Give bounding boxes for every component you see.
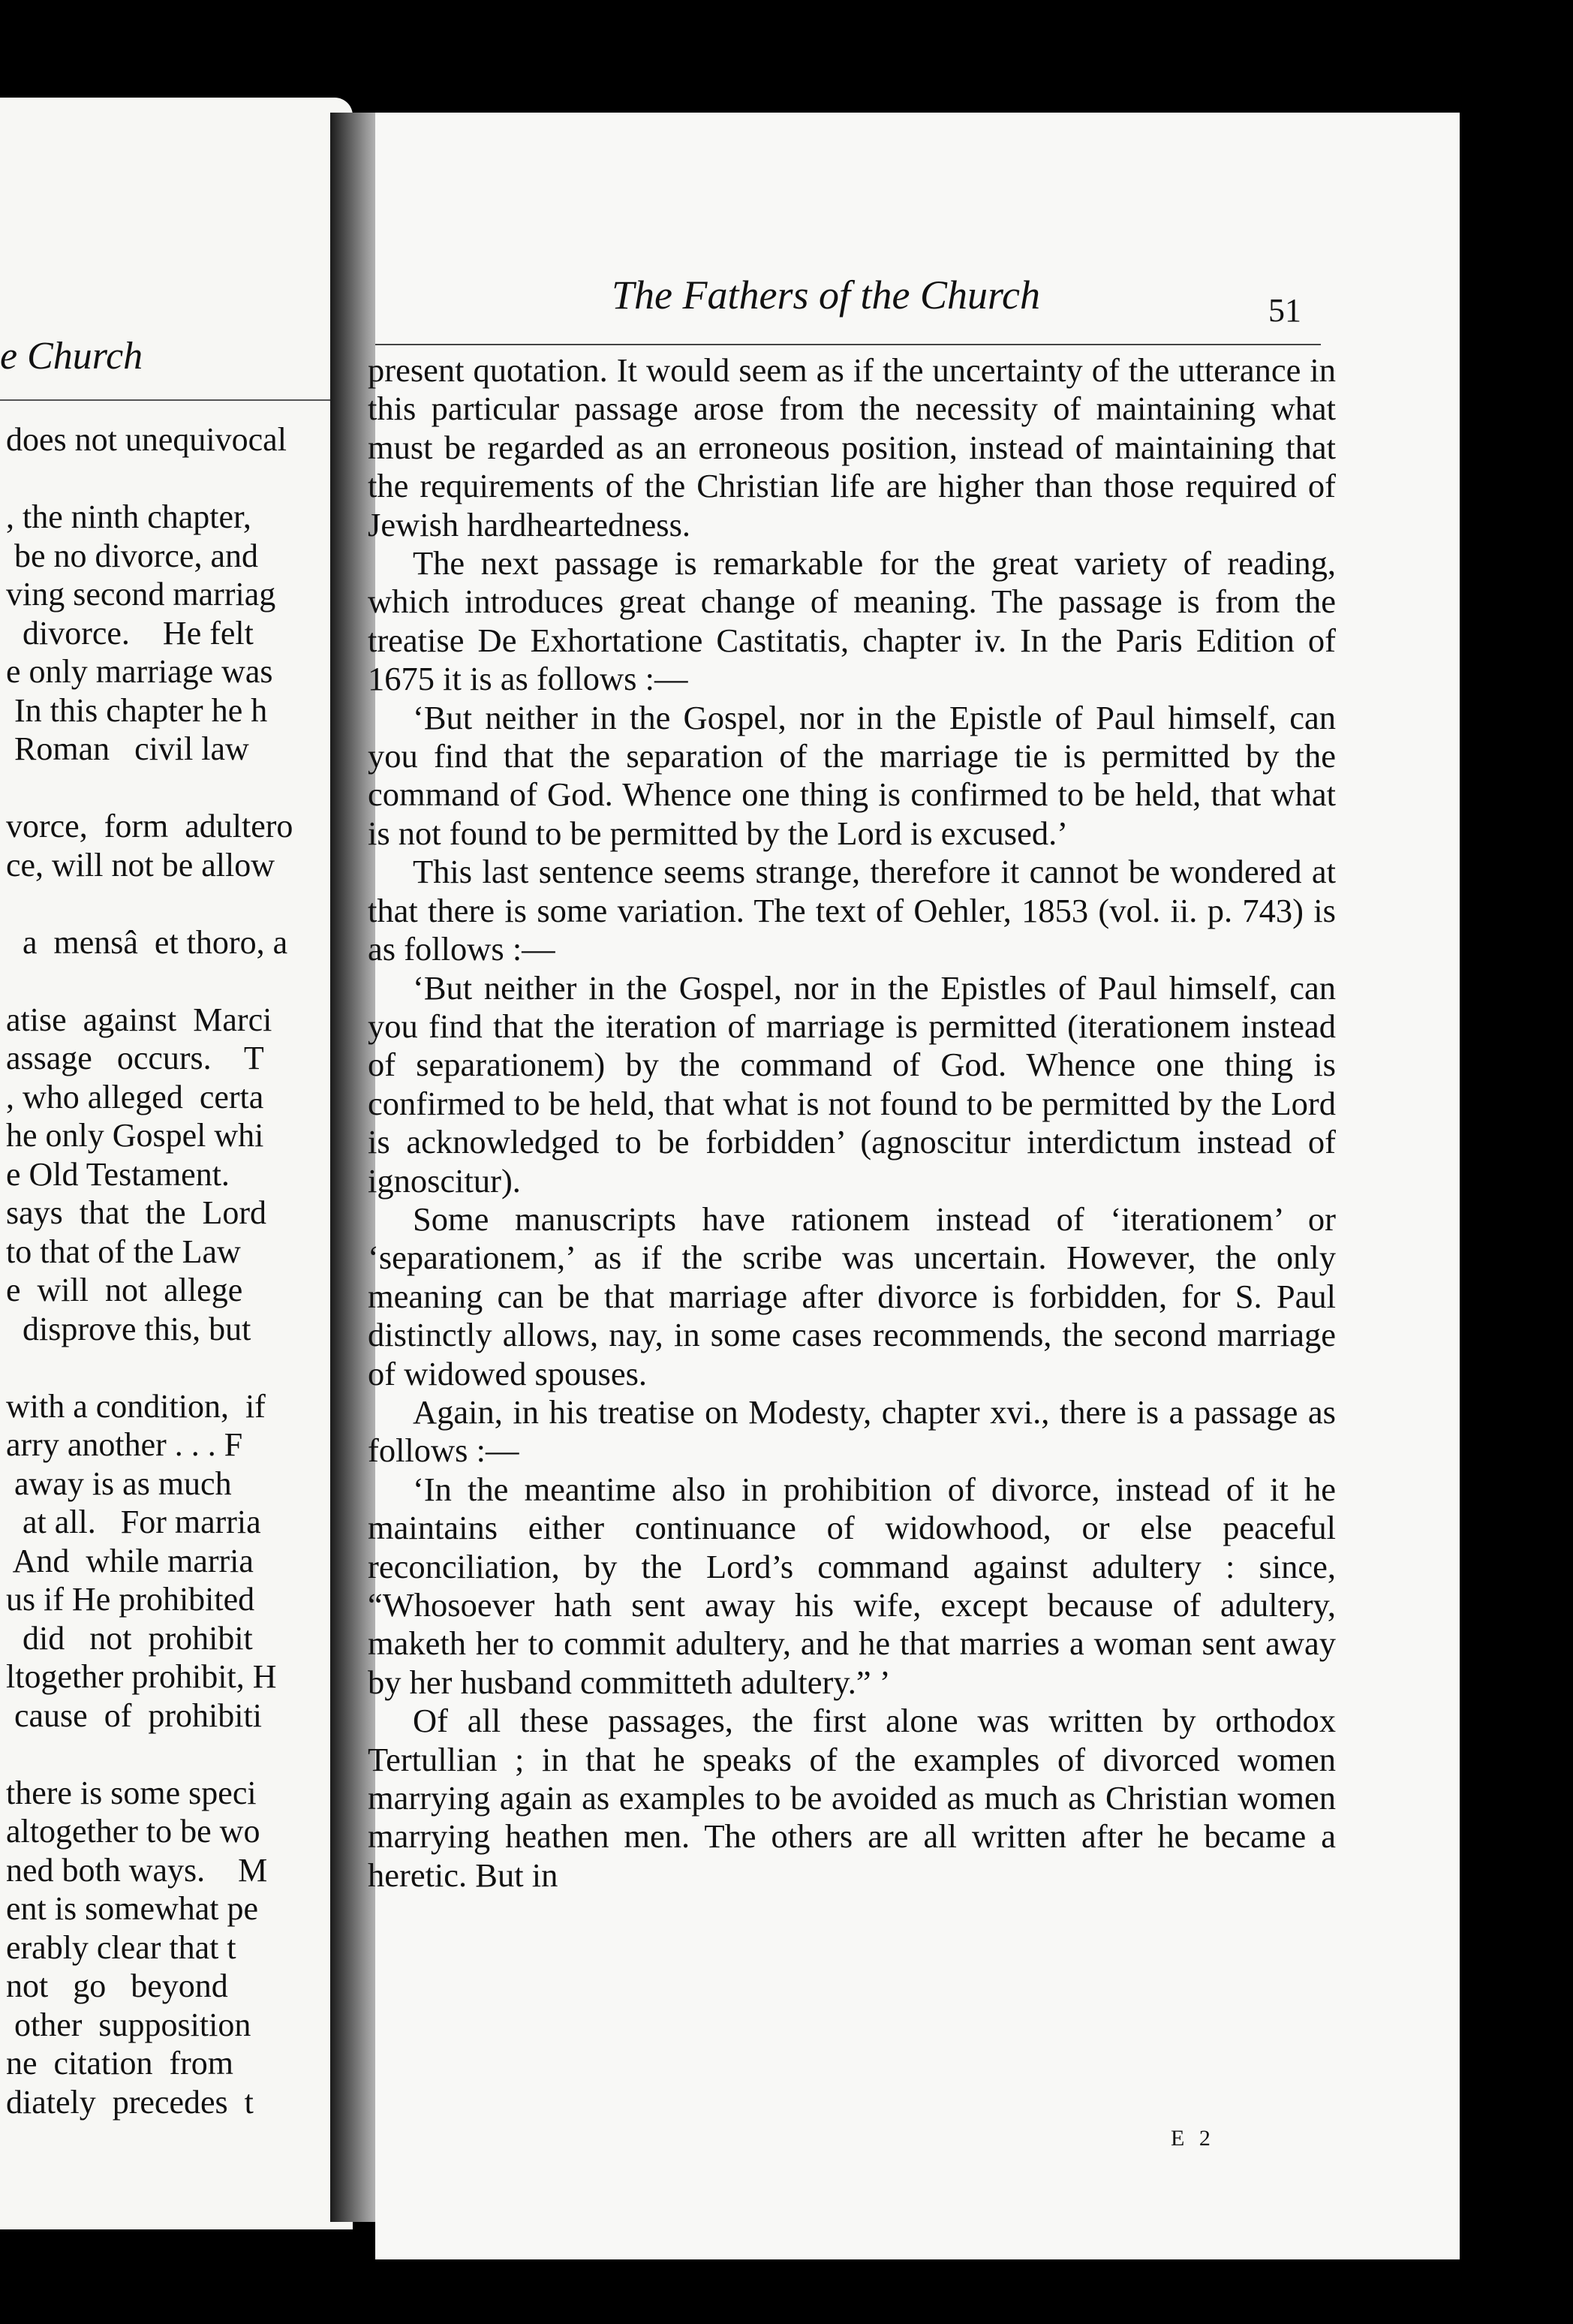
left-page-line: altogether to be wo xyxy=(6,1813,260,1850)
left-page-line: , who alleged certa xyxy=(6,1078,264,1115)
left-page-line: says that the Lord xyxy=(6,1194,267,1231)
left-page-line: be no divorce, and xyxy=(6,537,258,574)
left-page-line: ent is somewhat pe xyxy=(6,1890,259,1927)
header-rule xyxy=(375,344,1321,345)
left-page-line xyxy=(6,459,353,498)
paragraph: Again, in his treatise on Modesty, chapter xvi., there is a passage as follows :— xyxy=(368,1392,1336,1470)
left-page-line: e will not allege xyxy=(6,1272,243,1308)
left-page-line: disprove this, but xyxy=(6,1310,251,1347)
left-page-line xyxy=(6,884,353,923)
left-page-line: he only Gospel whi xyxy=(6,1117,264,1154)
left-page-line: with a condition, if xyxy=(6,1387,266,1425)
left-page-line: e Old Testament. xyxy=(6,1155,230,1193)
left-page-line: divorce. He felt xyxy=(6,614,254,652)
left-page-line: vorce, form adultero xyxy=(6,808,293,844)
page-number: 51 xyxy=(1268,292,1301,329)
left-page-line xyxy=(6,962,353,1001)
left-page-line: ving second marriag xyxy=(6,576,276,613)
left-page-line: not go beyond xyxy=(6,1967,228,2004)
left-page-line: arry another . . . F xyxy=(6,1426,243,1463)
left-page-line: to that of the Law xyxy=(6,1233,241,1270)
paragraph: This last sentence seems strange, therefore it cannot be wondered at that there is some variation. The text of Oehler, 1853 (vol. ii. p. 743) is as follows :— xyxy=(368,853,1336,968)
paragraph: ‘In the meantime also in prohibition of divorce, instead of it he maintains either continuance of widowhood, or else peaceful reconciliation, by the Lord’s command against adultery : since, “Whosoever hath sent away his wife, except because of adultery, maketh her to commit adultery, and he that marries a woman sent away by her husband committeth adultery.” ’ xyxy=(368,1470,1336,1701)
paragraph: Some manuscripts have rationem instead of ‘iterationem’ or ‘separationem,’ as if the scribe was uncertain. However, the only meaning can be that marriage after divorce is forbidden, for S. Paul distinctly allows, nay, in some cases recommends, the second marriage of widowed spouses. xyxy=(368,1200,1336,1392)
paragraph: present quotation. It would seem as if the uncertainty of the utterance in this particular passage arose from the necessity of maintaining what must be regarded as an erroneous position, instead of maintaining that the requirements of the Christian life are higher than those required of Jewish hardheartedness. xyxy=(368,351,1336,543)
left-running-title: e Church xyxy=(0,335,143,378)
left-page-line: assage occurs. T xyxy=(6,1040,264,1076)
left-page-line: atise against Marci xyxy=(6,1001,272,1038)
left-page-line: ne citation from xyxy=(6,2045,234,2082)
left-page-text xyxy=(6,420,353,2121)
left-page-line: In this chapter he h xyxy=(6,691,268,729)
left-page-line xyxy=(6,769,353,808)
left-page-line: away is as much xyxy=(6,1465,232,1502)
paragraph: ‘But neither in the Gospel, nor in the Epistles of Paul himself, can you find that the iteration of marriage is permitted (iterationem instead of separationem) by the command of God. Whence one thing is confirmed to be held, that what is not found to be permitted by the Lord is acknowledged to be forbidden’ (agnoscitur interdictum instead of ignoscitur). xyxy=(368,968,1336,1200)
left-page-line xyxy=(6,1735,353,1774)
left-page-line: us if He prohibited xyxy=(6,1581,255,1618)
left-page-line: cause of prohibiti xyxy=(6,1696,262,1734)
left-page-line: ned both ways. M xyxy=(6,1851,268,1889)
left-page-line: ltogether prohibit, H xyxy=(6,1658,277,1695)
left-page-line: did not prohibit xyxy=(6,1619,253,1657)
left-page-line: other supposition xyxy=(6,2006,251,2043)
left-page-line: erably clear that t xyxy=(6,1928,236,1966)
paragraph: Of all these passages, the first alone was written by orthodox Tertullian ; in that he speaks of the examples of divorced women marrying again as examples to be avoided as much as Christian women marrying heathen men. The others are all written after he became a heretic. But in xyxy=(368,1702,1336,1894)
body-text xyxy=(368,351,1336,1895)
right-page xyxy=(368,113,1460,2259)
left-page-line: there is some speci xyxy=(6,1774,257,1811)
left-page-line: at all. For marria xyxy=(6,1504,261,1540)
left-page xyxy=(0,98,353,2229)
left-page-line: does not unequivocal xyxy=(6,421,287,458)
left-page-line xyxy=(6,1348,353,1387)
left-header-rule xyxy=(0,399,353,401)
left-page-line: ce, will not be allow xyxy=(6,846,275,884)
left-page-line: Roman civil law xyxy=(6,730,249,767)
paragraph: ‘But neither in the Gospel, nor in the Epistle of Paul himself, can you find that the separation of the marriage tie is permitted by the command of God. Whence one thing is confirmed to be held, that what is not found to be permitted by the Lord is excused.’ xyxy=(368,698,1336,852)
left-page-line: a mensâ et thoro, a xyxy=(6,923,288,961)
signature-mark: E 2 xyxy=(1171,2126,1215,2151)
running-title: The Fathers of the Church xyxy=(612,272,1040,318)
left-page-line: And while marria xyxy=(6,1542,254,1579)
left-page-line: diately precedes t xyxy=(6,2083,254,2121)
left-page-line: e only marriage was xyxy=(6,653,273,690)
left-page-line: , the ninth chapter, xyxy=(6,498,251,535)
paragraph: The next passage is remarkable for the great variety of reading, which introduces great change of meaning. The passage is from the treatise De Exhortatione Castitatis, chapter iv. In the Paris Edition of 1675 it is as follows :— xyxy=(368,544,1336,698)
